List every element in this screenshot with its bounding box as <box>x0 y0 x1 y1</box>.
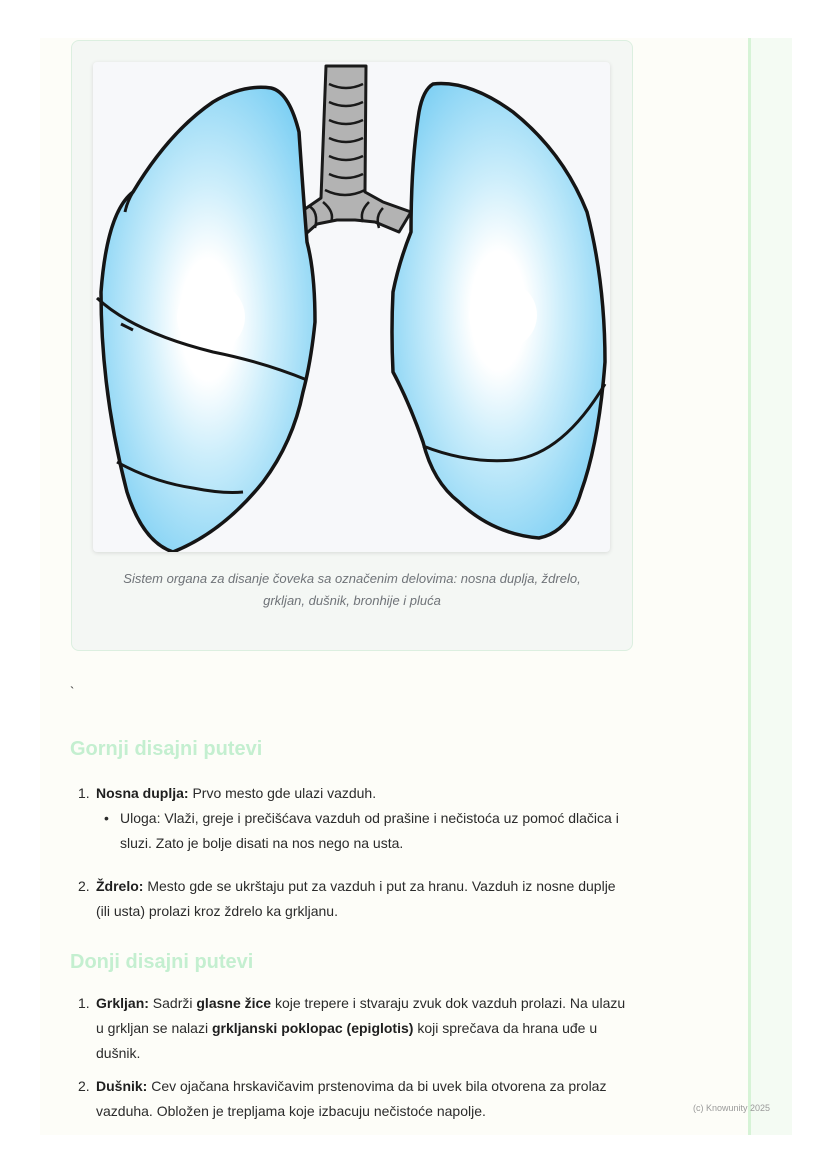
heading-upper-airways: Gornji disajni putevi <box>70 738 263 760</box>
list-item <box>70 1074 636 1124</box>
item-number: 1. <box>78 785 90 801</box>
caption-line-2: grkljan, dušnik, bronhije i pluća <box>263 593 441 608</box>
item-term: Dušnik: <box>96 1078 148 1094</box>
trachea <box>289 66 411 240</box>
item-bold: glasne žice <box>196 995 272 1011</box>
caption-line-1: Sistem organa za disanje čoveka sa označenim delovima: nosna duplja, ždrelo, <box>123 571 581 586</box>
upper-airways-list <box>70 781 630 924</box>
item-text: koji sprečava da hrana uđe u dušnik. <box>96 1020 598 1061</box>
item-text: Sadrži <box>148 995 197 1011</box>
list-item <box>70 781 630 856</box>
item-text: Cev ojačana hrskavičavim prstenovima da bi uvek bila otvorena za prolaz vazduha. Obložen je trepljama koje izbacuju nečistoće napolje. <box>96 1078 607 1119</box>
figure-caption <box>80 568 624 612</box>
item-term: Grkljan: <box>96 995 149 1011</box>
item-number: 2. <box>78 1078 90 1094</box>
list-item <box>70 874 630 924</box>
item-bold: grkljanski poklopac (epiglotis) <box>211 1020 414 1036</box>
item-text: koje trepere i stvaraju zvuk dok vazduh prolazi. Na ulazu u grkljan se nalazi <box>96 995 626 1036</box>
stray-mark: ` <box>70 684 75 699</box>
list-item <box>70 991 636 1066</box>
item-text: Mesto gde se ukrštaju put za vazduh i put za hranu. Vazduh iz nosne duplje (ili usta) prolazi kroz ždrelo ka grkljanu. <box>96 878 616 919</box>
item-term: Nosna duplja: <box>96 785 189 801</box>
side-margin-strip <box>748 38 792 1135</box>
left-lung <box>97 87 315 552</box>
item-term: Ždrelo: <box>96 878 144 894</box>
sub-list <box>96 806 630 856</box>
item-text: Prvo mesto gde ulazi vazduh. <box>188 785 377 801</box>
lower-airways-list <box>70 991 636 1124</box>
sub-list-item: • Uloga: Vlaži, greje i prečišćava vazduh od prašine i nečistoća uz pomoć dlačica i sluzi. Zato je bolje disati na nos nego na usta. <box>96 806 630 856</box>
lungs-illustration <box>93 62 610 552</box>
footer-copyright: (c) Knowunity 2025 <box>693 1103 771 1113</box>
lungs-svg <box>93 62 610 552</box>
heading-lower-airways: Donji disajni putevi <box>70 951 254 973</box>
right-lung <box>392 84 605 538</box>
item-number: 2. <box>78 878 90 894</box>
item-number: 1. <box>78 995 90 1011</box>
